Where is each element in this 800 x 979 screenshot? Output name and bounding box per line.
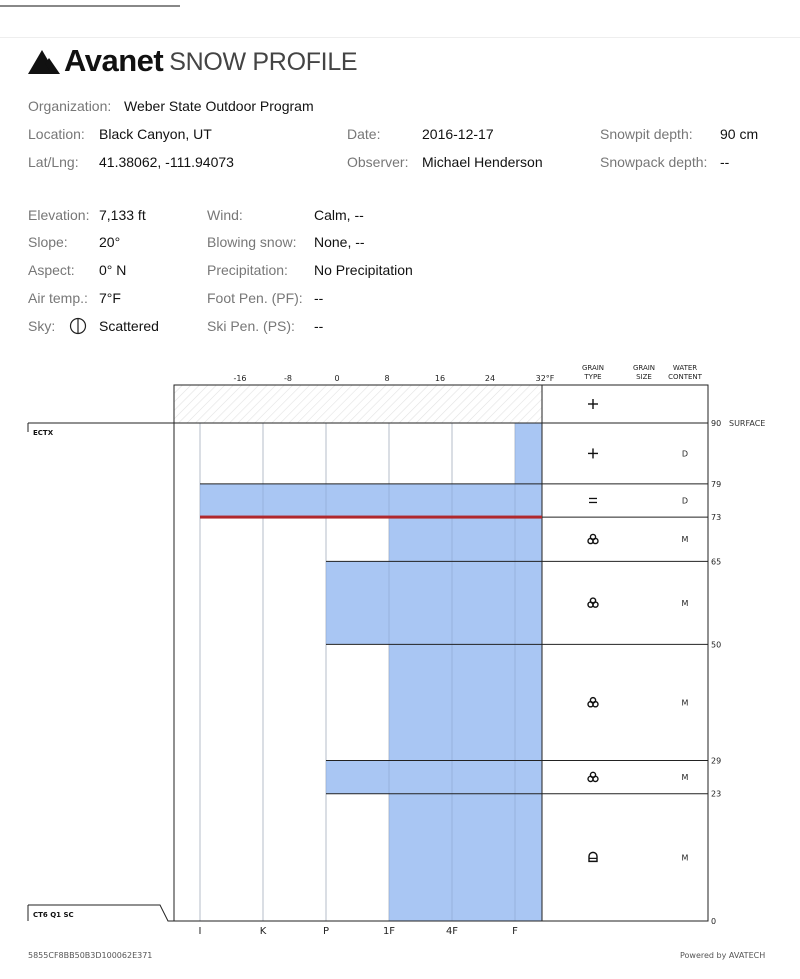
water-content-label-1: D [681,496,689,506]
grain-size-header-1: SIZE [636,373,652,381]
sky-label: Sky: [28,318,56,334]
hardness-tick-label: K [259,926,267,937]
height-tick-label: 23 [711,789,722,799]
air-temp-value: 7°F [99,290,121,306]
height-tick-label: 50 [711,640,722,650]
elevation-value: 7,133 ft [99,207,146,223]
precipitation-value: No Precipitation [314,262,413,278]
layer-grain-icon-3 [588,598,598,607]
water-content-header-1: CONTENT [668,373,702,381]
grain-type-header-0: GRAIN [581,364,605,372]
weak-layer-line [200,516,542,519]
hardness-tick-label: 1F [382,926,396,937]
ski-pen-value: -- [314,318,324,334]
header-divider [0,37,800,38]
air-temp-label: Air temp.: [28,290,88,306]
scattered-sky-icon [69,317,87,335]
organization-label: Organization: [28,98,112,114]
height-tick-label: 79 [711,479,722,489]
foot-pen-value: -- [314,290,324,306]
temp-tick-label: -8 [284,374,292,383]
foot-pen-label: Foot Pen. (PF): [207,290,303,306]
surface-hatch [174,385,542,423]
height-tick-label: 0 [711,917,717,926]
snowpack-depth-value: -- [720,154,730,170]
water-content-label-5: M [681,773,689,783]
avanet-logo-icon [28,48,60,76]
ski-pen-label: Ski Pen. (PS): [207,318,295,334]
precipitation-label: Precipitation: [207,262,288,278]
location-value: Black Canyon, UT [99,126,212,142]
stability-test-label: ECTX [33,429,54,437]
date-value: 2016-12-17 [422,126,494,142]
water-content-label-3: M [681,598,689,608]
logo-brand: Avanet [64,43,164,78]
hardness-tick-label: I [198,926,202,937]
temp-tick-label: 24 [484,374,496,383]
snowpit-depth-value: 90 cm [720,126,759,142]
surface-grain-icon [588,399,598,409]
observer-value: Michael Henderson [422,154,543,170]
organization-value: Weber State Outdoor Program [124,98,314,114]
slope-label: Slope: [28,234,68,250]
hardness-tick-label: F [512,926,518,937]
logo-subtitle: SNOW PROFILE [169,48,358,76]
layer-grain-icon-2 [588,534,598,543]
water-content-label-2: M [681,535,689,545]
temp-tick-label: 16 [434,374,446,383]
height-tick-label: 29 [711,756,722,766]
sky-value: Scattered [99,318,159,334]
top-rule [0,5,180,7]
temp-tick-label: 8 [384,374,390,383]
layer-grain-icon-4 [588,698,598,707]
hardness-bar-4 [389,644,542,760]
hardness-bar-2 [389,517,542,561]
temp-tick-label: 0 [334,374,340,383]
water-content-label-4: M [681,698,689,708]
stability-test-label: CT6 Q1 SC [33,911,74,919]
observer-label: Observer: [347,154,409,170]
hardness-bar-0 [515,423,542,484]
aspect-value: 0° N [99,262,127,278]
blowing-snow-label: Blowing snow: [207,234,297,250]
temp-tick-label: 32°F [535,374,555,383]
wind-value: Calm, -- [314,207,364,223]
snowpack-depth-label: Snowpack depth: [600,154,708,170]
layer-grain-icon-6 [589,852,597,861]
logo [28,42,357,76]
surface-label: SURFACE [729,419,766,428]
hardness-bar-6 [389,794,542,921]
grain-type-header-1: TYPE [584,373,602,381]
hardness-bar-1 [200,484,542,517]
latlng-label: Lat/Lng: [28,154,79,170]
location-label: Location: [28,126,85,142]
water-content-label-0: D [681,449,689,459]
hardness-tick-label: 4F [445,926,459,937]
snow-profile-chart [0,355,800,945]
snowpit-depth-label: Snowpit depth: [600,126,693,142]
wind-label: Wind: [207,207,243,223]
aspect-label: Aspect: [28,262,75,278]
height-tick-label: 65 [711,557,722,567]
date-label: Date: [347,126,381,142]
layer-grain-icon-0 [588,448,598,458]
height-tick-label: 73 [711,513,722,523]
powered-by: Powered by AVATECH [680,951,766,960]
hardness-bar-5 [326,761,542,794]
temp-tick-label: -16 [233,374,247,383]
grain-size-header-0: GRAIN [632,364,656,372]
hardness-bar-3 [326,561,542,644]
water-content-label-6: M [681,853,689,863]
layer-grain-icon-1 [589,498,597,502]
hardness-tick-label: P [322,926,330,937]
depth-hoar-shape [589,852,597,861]
layer-grain-icon-5 [588,772,598,781]
latlng-value: 41.38062, -111.94073 [99,154,234,170]
slope-value: 20° [99,234,121,250]
water-content-header-0: WATER [672,364,698,372]
elevation-label: Elevation: [28,207,90,223]
profile-id: 5855CF8BB50B3D100062E371 [28,951,153,960]
height-tick-label: 90 [711,419,722,428]
blowing-snow-value: None, -- [314,234,365,250]
